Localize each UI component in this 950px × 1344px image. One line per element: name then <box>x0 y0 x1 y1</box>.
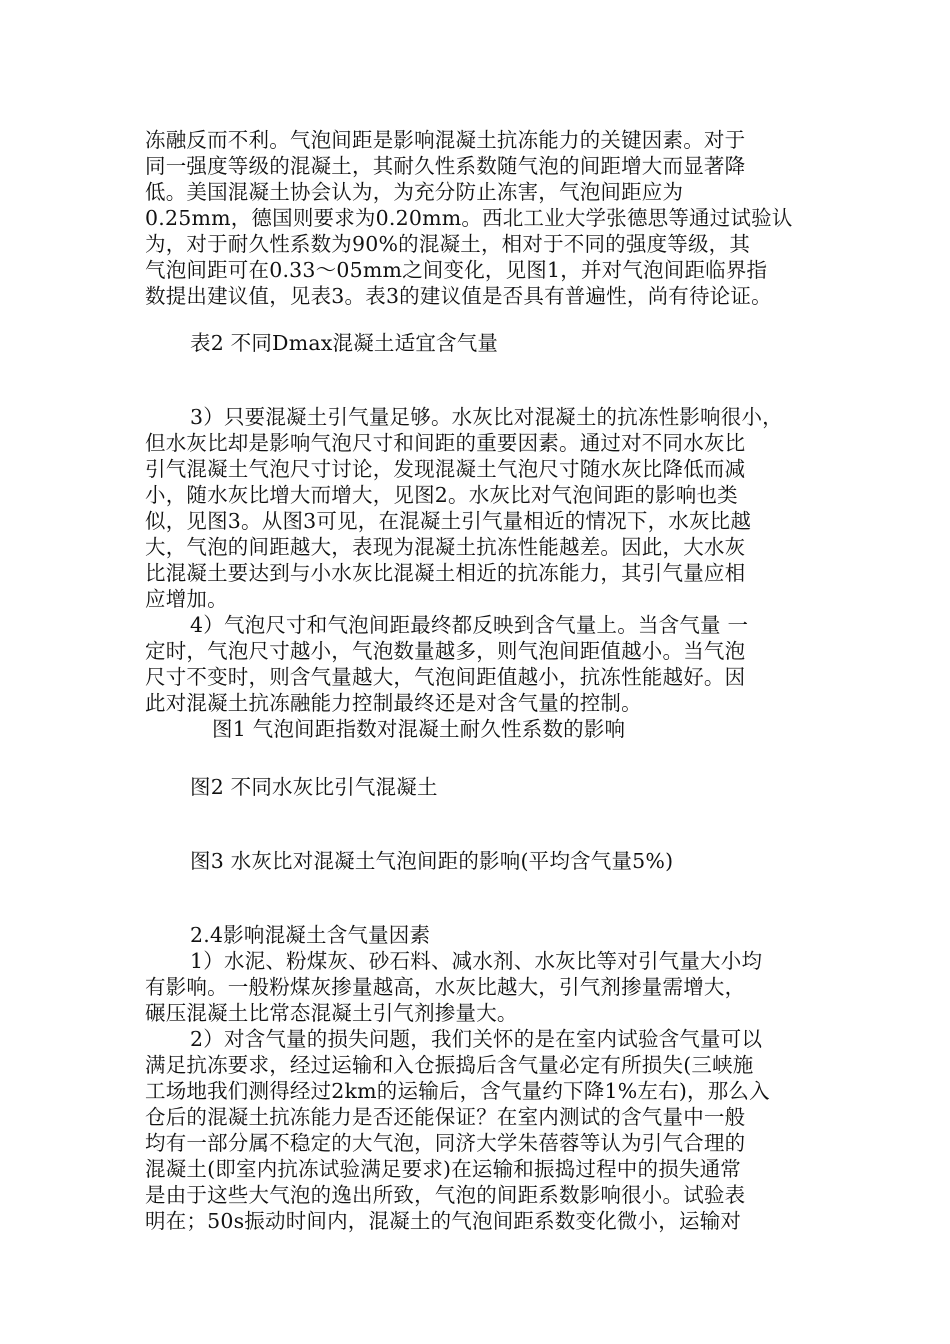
paragraph-line: 均有一部分属不稳定的大气泡，同济大学朱蓓蓉等认为引气合理的 <box>145 1131 746 1155</box>
section-heading: 2.4影响混凝土含气量因素 <box>190 923 431 947</box>
paragraph-line: 同一强度等级的混凝土，其耐久性系数随气泡的间距增大而显著降 <box>145 154 746 178</box>
paragraph-line: 应增加。 <box>145 587 228 611</box>
paragraph-line: 尺寸不变时，则含气量越大，气泡间距值越小，抗冻性能越好。因 <box>145 665 746 689</box>
table-caption: 表2 不同Dmax混凝土适宜含气量 <box>190 331 499 355</box>
paragraph-line: 3）只要混凝土引气量足够。水灰比对混凝土的抗冻性影响很小， <box>190 405 783 429</box>
paragraph-line: 为，对于耐久性系数为90%的混凝土，相对于不同的强度等级，其 <box>145 232 751 256</box>
paragraph-line: 数提出建议值，见表3。表3的建议值是否具有普遍性，尚有待论证。 <box>145 284 772 308</box>
paragraph-line: 有影响。一般粉煤灰掺量越高，水灰比越大，引气剂掺量需增大， <box>145 975 746 999</box>
paragraph-line: 比混凝土要达到与小水灰比混凝土相近的抗冻能力，其引气量应相 <box>145 561 746 585</box>
paragraph-line: 冻融反而不利。气泡间距是影响混凝土抗冻能力的关键因素。对于 <box>145 128 746 152</box>
paragraph-line: 但水灰比却是影响气泡尺寸和间距的重要因素。通过对不同水灰比 <box>145 431 746 455</box>
paragraph-line: 仓后的混凝土抗冻能力是否还能保证？在室内测试的含气量中一般 <box>145 1105 746 1129</box>
paragraph-line: 0.25mm，德国则要求为0.20mm。西北工业大学张德思等通过试验认 <box>145 206 793 230</box>
paragraph-line: 1）水泥、粉煤灰、砂石料、减水剂、水灰比等对引气量大小均 <box>190 949 763 973</box>
paragraph-line: 碾压混凝土比常态混凝土引气剂掺量大。 <box>145 1001 518 1025</box>
paragraph-line: 混凝土(即室内抗冻试验满足要求)在运输和振捣过程中的损失通常 <box>145 1157 741 1181</box>
paragraph-line: 低。美国混凝土协会认为，为充分防止冻害，气泡间距应为 <box>145 180 684 204</box>
paragraph-line: 定时，气泡尺寸越小，气泡数量越多，则气泡间距值越小。当气泡 <box>145 639 746 663</box>
figure-caption: 图2 不同水灰比引气混凝土 <box>190 775 438 799</box>
paragraph-line: 似，见图3。从图3可见，在混凝土引气量相近的情况下，水灰比越 <box>145 509 752 533</box>
paragraph-line: 气泡间距可在0.33～05mm之间变化，见图1，并对气泡间距临界指 <box>145 258 768 282</box>
paragraph-line: 明在；50s振动时间内，混凝土的气泡间距系数变化微小，运输对 <box>145 1209 742 1233</box>
figure-caption: 图3 水灰比对混凝土气泡间距的影响(平均含气量5%) <box>190 849 674 873</box>
paragraph-line: 大，气泡的间距越大，表现为混凝土抗冻性能越差。因此，大水灰 <box>145 535 746 559</box>
paragraph-line: 是由于这些大气泡的逸出所致，气泡的间距系数影响很小。试验表 <box>145 1183 746 1207</box>
paragraph-line: 工场地我们测得经过2km的运输后，含气量约下降1%左右)，那么入 <box>145 1079 770 1103</box>
paragraph-line: 引气混凝土气泡尺寸讨论，发现混凝土气泡尺寸随水灰比降低而减 <box>145 457 746 481</box>
paragraph-line: 满足抗冻要求，经过运输和入仓振捣后含气量必定有所损失(三峡施 <box>145 1053 754 1077</box>
paragraph-line: 小，随水灰比增大而增大，见图2。水灰比对气泡间距的影响也类 <box>145 483 738 507</box>
figure-caption: 图1 气泡间距指数对混凝土耐久性系数的影响 <box>212 717 626 741</box>
paragraph-line: 4）气泡尺寸和气泡间距最终都反映到含气量上。当含气量 一 <box>190 613 749 637</box>
paragraph-line: 此对混凝土抗冻融能力控制最终还是对含气量的控制。 <box>145 691 642 715</box>
paragraph-line: 2）对含气量的损失问题，我们关怀的是在室内试验含气量可以 <box>190 1027 763 1051</box>
